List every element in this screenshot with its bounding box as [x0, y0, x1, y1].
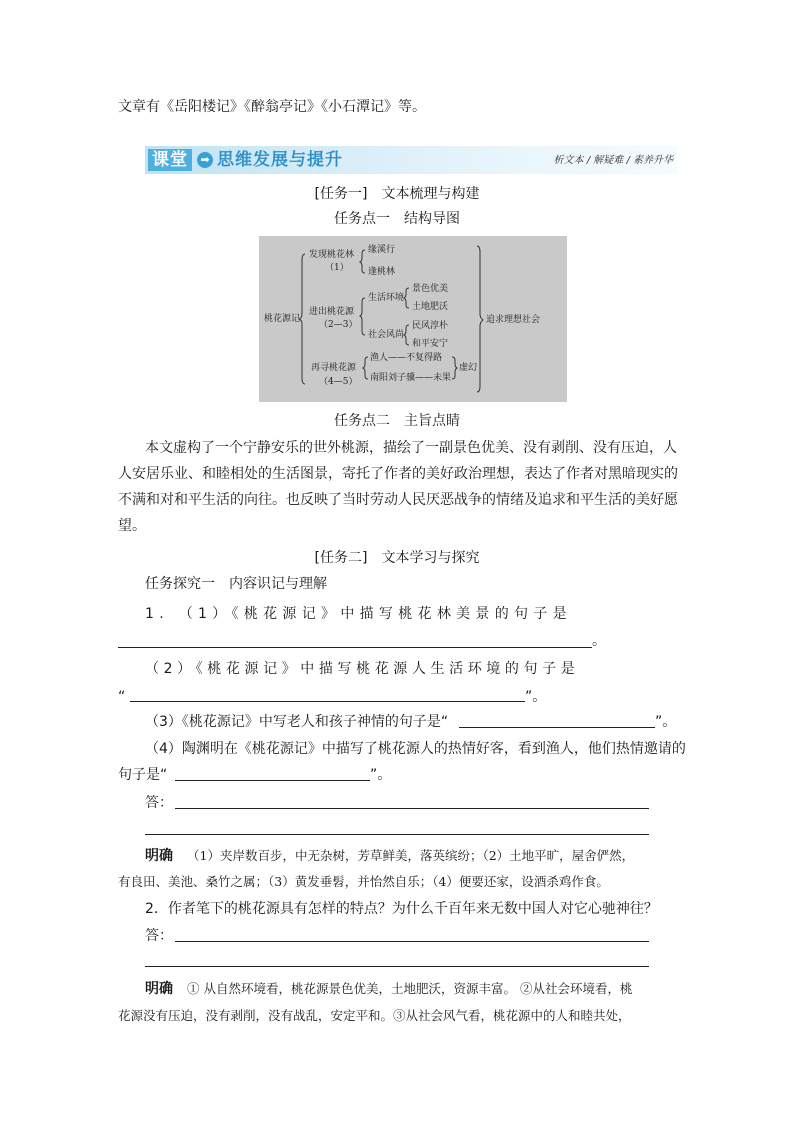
diagram-b3-item: 渔人——不复得路: [370, 353, 443, 363]
task1-point2: 任务点二 主旨点睛: [334, 413, 460, 429]
diagram-b1-para: （1）: [325, 263, 349, 273]
answer-1-line: （1）夹岸数百步，中无杂树，芳草鲜美，落英缤纷；（2）土地平旷，屋舍俨然，: [187, 848, 635, 863]
diagram-b2-para: （2—3）: [319, 320, 358, 330]
diagram-b2-sub2: 社会风尚: [368, 330, 405, 340]
q1-1-end: 。: [592, 633, 606, 649]
diagram-b3-title: 再寻桃花源: [311, 363, 357, 373]
theme-line: 不满和对和平生活的向往。也反映了当时劳动人民厌恶战争的情绪及追求和平生活的美好愿: [118, 492, 678, 508]
q1-2-end: ”。: [525, 689, 547, 705]
answer-blank: [459, 727, 655, 728]
answer-blank: [130, 701, 525, 702]
diagram-b2-sub1-item: 景色优美: [412, 284, 449, 294]
inquiry1-heading: 任务探究一 内容识记与理解: [145, 576, 327, 592]
answer-blank: [175, 780, 370, 781]
theme-line: 人安居乐业、和睦相处的生活图景，寄托了作者的美好政治理想，表达了作者对黑暗现实的: [118, 466, 678, 482]
question-2: 2．作者笔下的桃花源具有怎样的特点？为什么千百年来无数中国人对它心驰神往？: [145, 901, 658, 917]
diagram-b1-item: 缘溪行: [368, 245, 396, 255]
question-1-2: （2）《桃花源记》中描写桃花源人生活环境的句子是: [145, 661, 580, 677]
answer-line: [175, 941, 649, 942]
diagram-b2-sub1: 生活环境: [368, 293, 405, 303]
task1-heading: [任务一] 文本梳理与构建: [314, 186, 480, 202]
diagram-b1-item: 逢桃林: [368, 267, 396, 277]
theme-line: 本文虚构了一个宁静安乐的世外桃源，描绘了一副景色优美、没有剥削、没有压迫，人: [145, 440, 677, 456]
answer-label: 答：: [145, 795, 173, 811]
arrow-right-icon: ➡: [197, 152, 213, 168]
answer-line: [145, 834, 649, 835]
question-1-3: （3）《桃花源记》中写老人和孩子神情的句子是“: [145, 714, 449, 730]
answer-label: 答：: [145, 928, 173, 944]
q1-3-end: ”。: [655, 714, 677, 730]
structure-diagram: [259, 236, 567, 402]
answer-2-line: ① 从自然环境看，桃花源景色优美，土地肥沃，资源丰富。 ②从社会环境看，桃: [187, 981, 633, 996]
diagram-b2-sub1-item: 土地肥沃: [412, 302, 449, 312]
banner-subtitle: 析文本 / 解疑难 / 素养升华: [553, 155, 673, 166]
answer-blank: [118, 647, 592, 648]
diagram-root: 桃花源记: [264, 314, 301, 324]
diagram-b1-title: 发现桃花林: [309, 250, 355, 260]
banner-title: 思维发展与提升: [217, 150, 343, 170]
answer-line: [145, 966, 649, 967]
answer-2-label: 明确: [145, 981, 173, 997]
question-1-4: （4）陶渊明在《桃花源记》中描写了桃花源人的热情好客，看到渔人，他们热情邀请的: [145, 741, 686, 757]
answer-1-line: 有良田、美池、桑竹之属；（3）黄发垂髫，并怡然自乐；（4）便要还家，设酒杀鸡作食。: [118, 874, 609, 889]
question-1-4b: 句子是“: [118, 767, 168, 783]
diagram-b2-title: 进出桃花源: [309, 307, 355, 317]
diagram-b2-sub2-item: 民风淳朴: [412, 321, 449, 331]
q1-2-open: “: [118, 689, 126, 705]
section-banner: [145, 146, 677, 174]
diagram-b2-sub2-item: 和平安宁: [412, 339, 449, 349]
diagram-b3-para: （4—5）: [319, 377, 358, 387]
answer-2-line: 花源没有压迫，没有剥削，没有战乱，安定平和。③从社会风气看，桃花源中的人和睦共处，: [118, 1008, 631, 1023]
banner-tag: 课堂: [148, 149, 192, 171]
task1-point1: 任务点一 结构导图: [334, 211, 460, 227]
intro-text: 文章有《岳阳楼记》《醉翁亭记》《小石潭记》等。: [118, 99, 426, 115]
diagram-conclusion: 追求理想社会: [486, 315, 541, 325]
question-1-1: 1. （1）《桃花源记》中描写桃花林美景的句子是: [145, 606, 572, 622]
answer-1-label: 明确: [145, 848, 173, 864]
diagram-b3-item: 南阳刘子骥——未果: [370, 373, 452, 383]
q1-4-end: ”。: [370, 767, 392, 783]
diagram-b3-result: 虚幻: [459, 363, 478, 373]
answer-line: [175, 808, 649, 809]
theme-line: 望。: [118, 518, 146, 534]
task2-heading: [任务二] 文本学习与探究: [314, 550, 480, 566]
